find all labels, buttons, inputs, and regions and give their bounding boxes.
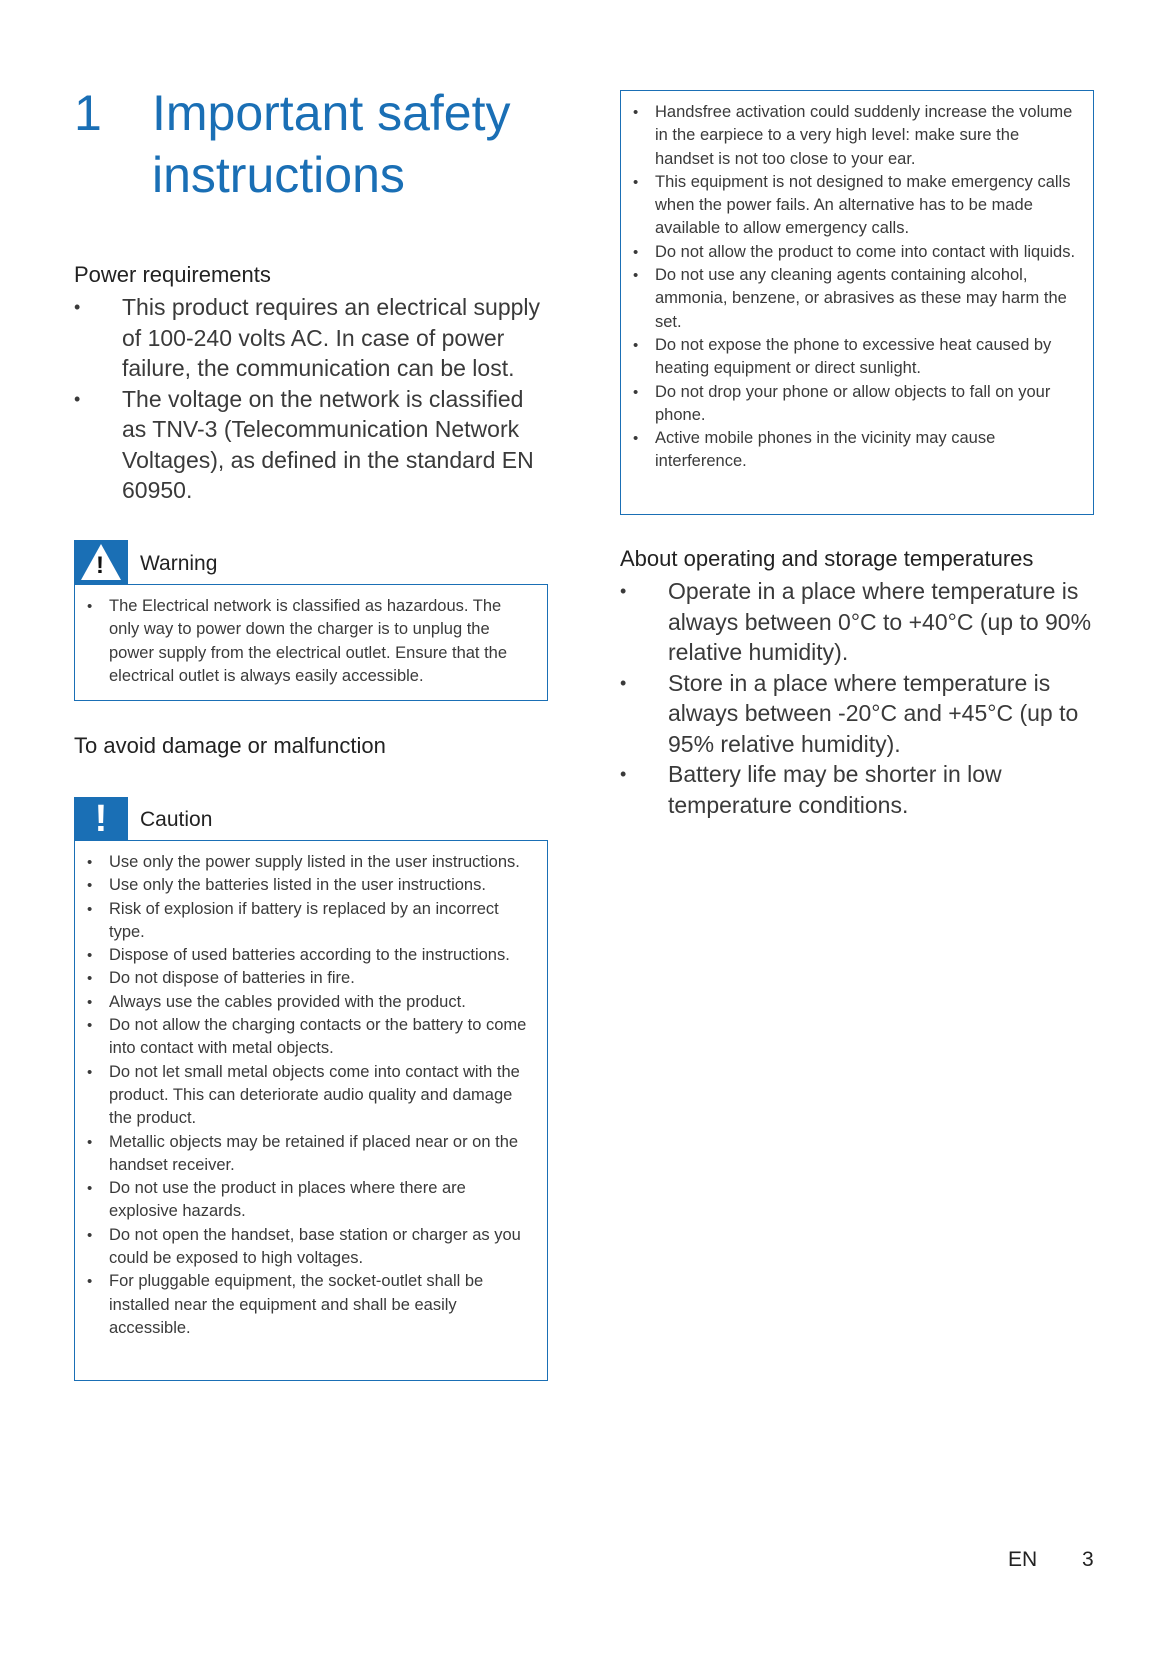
list-item: • Do not allow the product to come into contact with liquids. [633,241,1079,264]
list-item: • Handsfree activation could suddenly increase the volume in the earpiece to a very high level: make sure the handset is not too close to your ear. [633,101,1079,171]
list-item: • Always use the cables provided with the product. [87,991,533,1014]
page-number: 3 [1082,1548,1094,1571]
warning-list [87,595,533,688]
caution-continued-box [620,90,1094,515]
list-item: • Store in a place where temperature is always between -20°C and +45°C (up to 95% relative humidity). [620,668,1094,760]
chapter-heading: Important safety instructions [152,85,511,203]
list-item: • Do not expose the phone to excessive heat caused by heating equipment or direct sunlight. [633,334,1079,381]
damage-heading: To avoid damage or malfunction [74,733,386,758]
list-item: • Active mobile phones in the vicinity may cause interference. [633,427,1079,474]
list-item: • Use only the batteries listed in the user instructions. [87,874,533,897]
warning-label: Warning [140,552,218,575]
warning-icon: ! [74,540,128,584]
list-item: • Do not let small metal objects come into contact with the product. This can deteriorate audio quality and damage the product. [87,1061,533,1131]
temperatures-heading: About operating and storage temperatures [620,546,1034,571]
footer-language: EN [1008,1548,1038,1571]
caution-box [74,840,548,1381]
list-item: • Dispose of used batteries according to the instructions. [87,944,533,967]
power-list [74,292,544,506]
list-item: • Metallic objects may be retained if placed near or on the handset receiver. [87,1131,533,1178]
list-item: • Operate in a place where temperature is always between 0°C to +40°C (up to 90% relative humidity). [620,576,1094,668]
list-item: • Use only the power supply listed in the user instructions. [87,851,533,874]
list-item: • Battery life may be shorter in low temperature conditions. [620,759,1094,820]
list-item: • For pluggable equipment, the socket-outlet shall be installed near the equipment and shall be easily accessible. [87,1270,533,1340]
chapter-number: 1 [74,85,102,141]
warning-box [74,584,548,701]
list-item: • Do not dispose of batteries in fire. [87,967,533,990]
list-item: • This product requires an electrical supply of 100-240 volts AC. In case of power failure, the communication can be lost. [74,292,544,384]
list-item: • The voltage on the network is classified as TNV-3 (Telecommunication Network Voltages), as defined in the standard EN 60950. [74,384,544,506]
list-item: • Do not drop your phone or allow objects to fall on your phone. [633,381,1079,428]
list-item: • Do not open the handset, base station or charger as you could be exposed to high voltages. [87,1224,533,1271]
caution-list [87,851,533,1340]
caution-continued-list [633,101,1079,474]
power-heading: Power requirements [74,262,271,287]
caution-icon: ! [74,797,128,841]
list-item: • The Electrical network is classified as hazardous. The only way to power down the charger is to unplug the power supply from the electrical outlet. Ensure that the electrical outlet is always easily accessible. [87,595,533,688]
list-item: • Do not use any cleaning agents containing alcohol, ammonia, benzene, or abrasives as these may harm the set. [633,264,1079,334]
list-item: • Risk of explosion if battery is replaced by an incorrect type. [87,898,533,945]
temperatures-list [620,576,1094,820]
caution-label: Caution [140,808,213,831]
list-item: • Do not use the product in places where there are explosive hazards. [87,1177,533,1224]
list-item: • Do not allow the charging contacts or the battery to come into contact with metal objects. [87,1014,533,1061]
list-item: • This equipment is not designed to make emergency calls when the power fails. An alternative has to be made available to allow emergency calls. [633,171,1079,241]
